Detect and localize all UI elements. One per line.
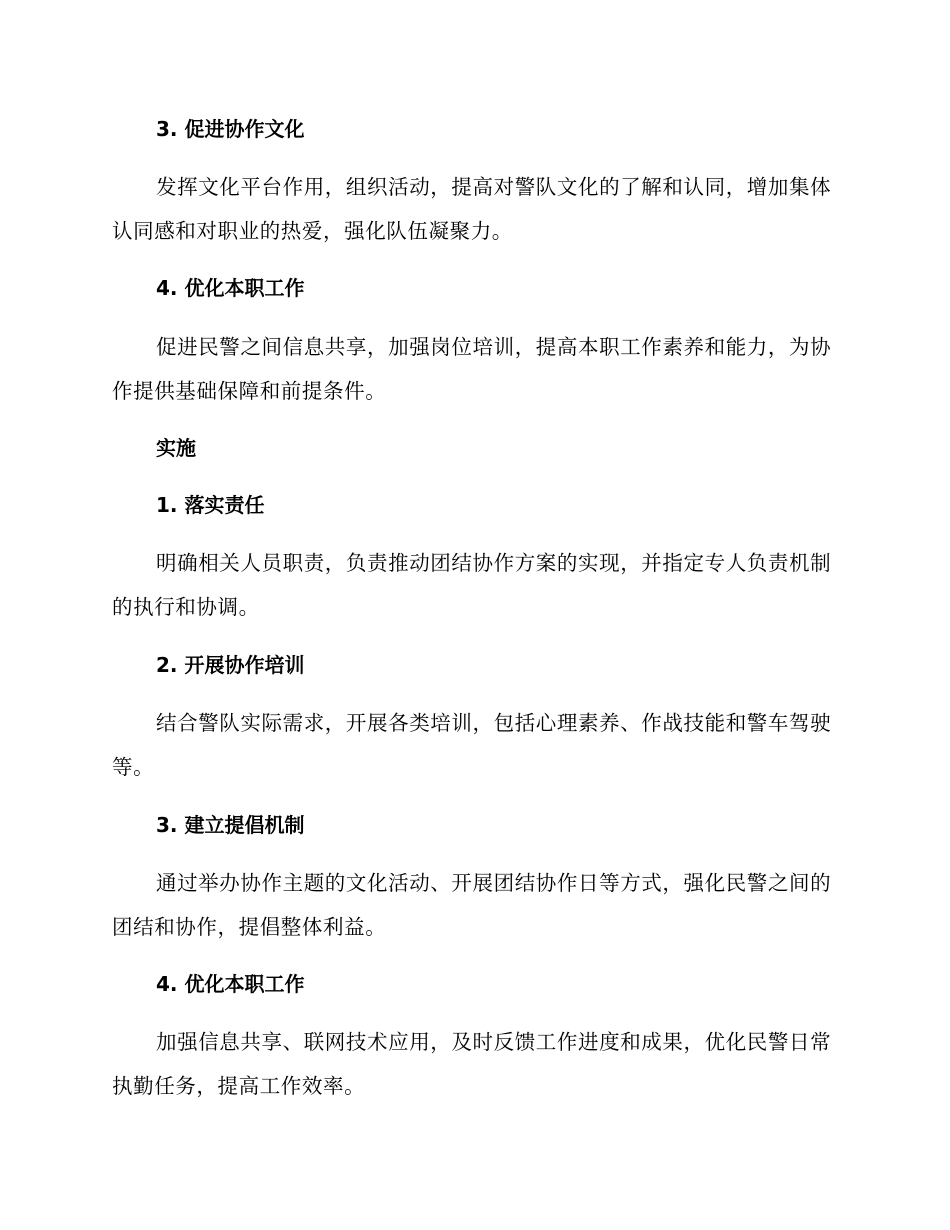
section-heading-training: 2. 开展协作培训 xyxy=(156,653,305,677)
paragraph-optimize-work-2: 加强信息共享、联网技术应用，及时反馈工作进度和成果，优化民警日常执勤任务，提高工作效率。 xyxy=(112,1030,832,1098)
section-heading-responsibility: 1. 落实责任 xyxy=(156,493,265,517)
section-heading-implementation: 实施 xyxy=(156,436,196,460)
section-heading-optimize-work-2: 4. 优化本职工作 xyxy=(156,972,305,996)
paragraph-promote-culture: 发挥文化平台作用，组织活动，提高对警队文化的了解和认同，增加集体认同感和对职业的热爱，强化队伍凝聚力。 xyxy=(112,175,832,243)
section-heading-promote-culture: 3. 促进协作文化 xyxy=(156,117,305,141)
paragraph-training: 结合警队实际需求，开展各类培训，包括心理素养、作战技能和警车驾驶等。 xyxy=(112,711,832,779)
paragraph-responsibility: 明确相关人员职责，负责推动团结协作方案的实现，并指定专人负责机制的执行和协调。 xyxy=(112,551,832,619)
section-heading-optimize-work: 4. 优化本职工作 xyxy=(156,276,305,300)
paragraph-advocacy-mechanism: 通过举办协作主题的文化活动、开展团结协作日等方式，强化民警之间的团结和协作，提倡整体利益。 xyxy=(112,871,832,939)
paragraph-optimize-work: 促进民警之间信息共享，加强岗位培训，提高本职工作素养和能力，为协作提供基础保障和前提条件。 xyxy=(112,335,832,403)
section-heading-advocacy-mechanism: 3. 建立提倡机制 xyxy=(156,813,305,837)
